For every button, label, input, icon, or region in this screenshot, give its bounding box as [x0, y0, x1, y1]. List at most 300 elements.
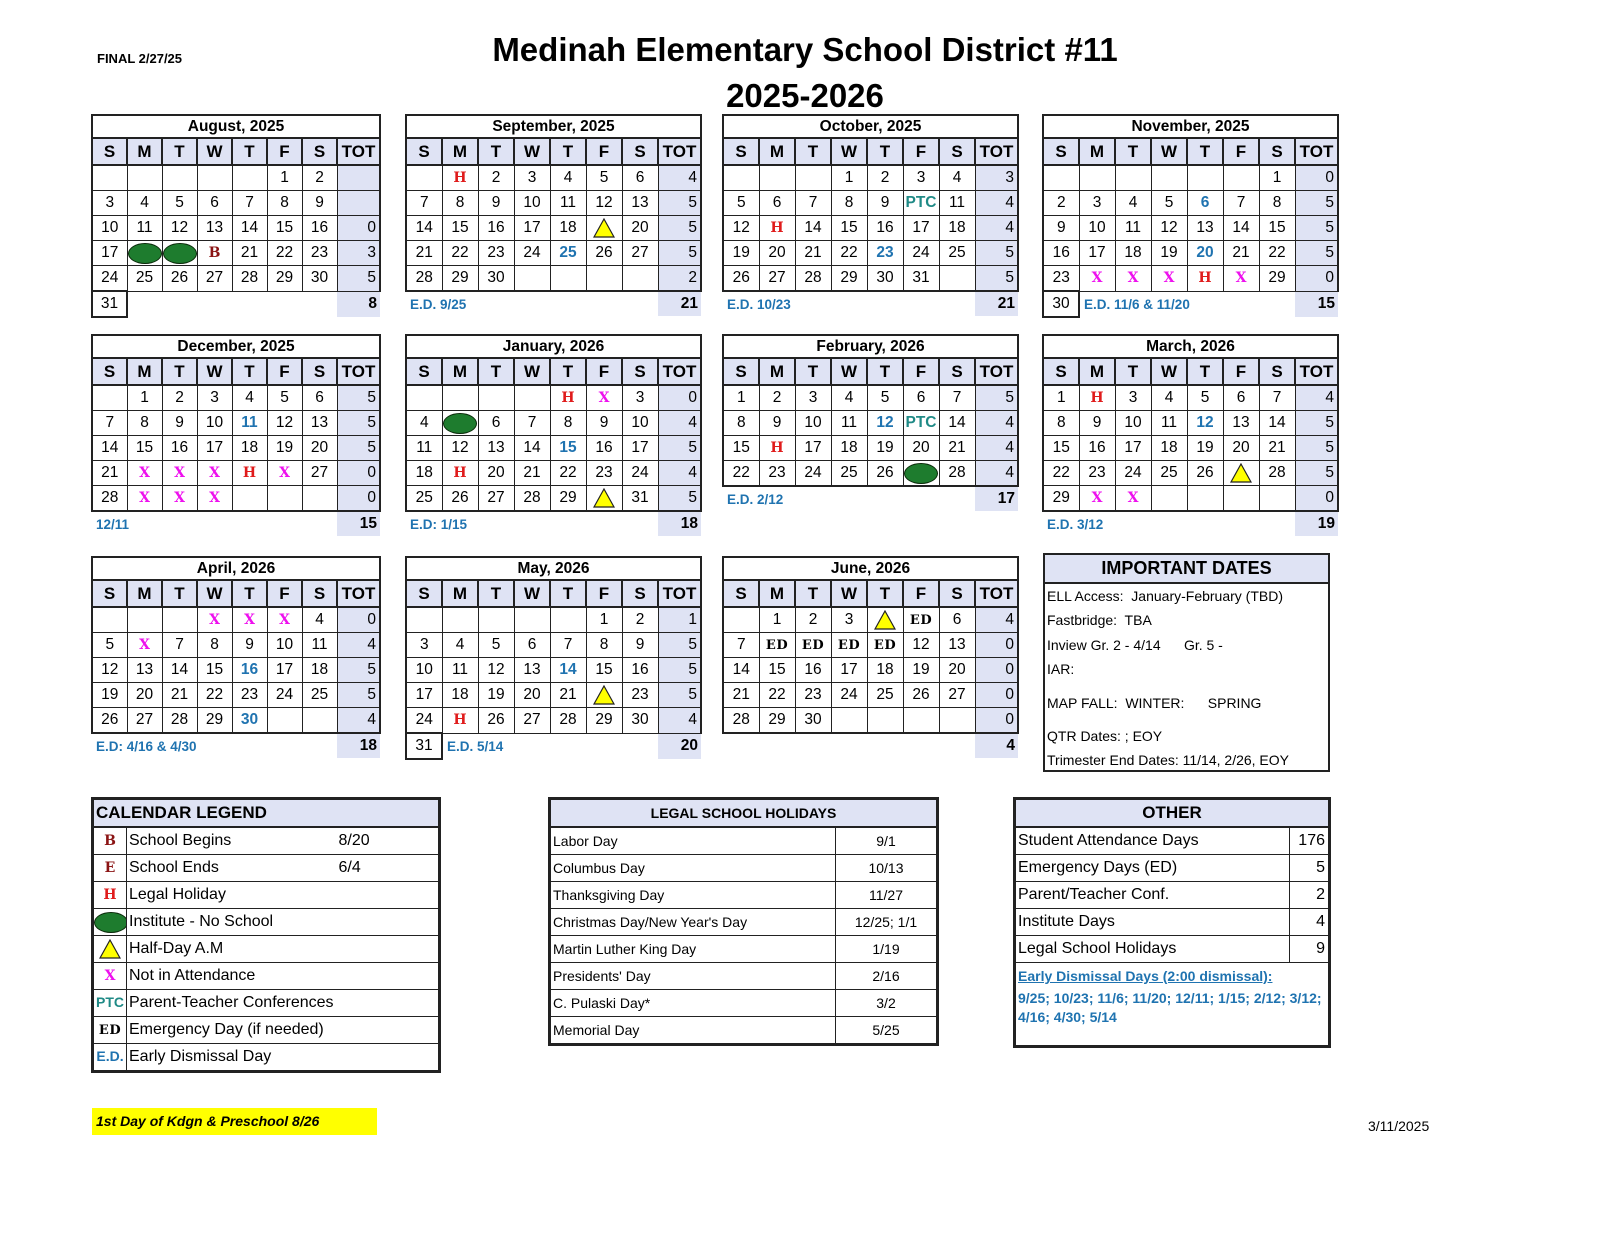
- day-cell: 11: [406, 436, 442, 461]
- day-cell: [442, 385, 478, 411]
- day-cell: 14: [406, 216, 442, 241]
- month-total: 21: [658, 291, 701, 316]
- day-cell: 3: [903, 165, 939, 191]
- week-total-cell: 4: [658, 461, 701, 486]
- day-cell: 10: [406, 658, 442, 683]
- early-dismissal-note: [127, 291, 337, 317]
- marked-day-cell: [1187, 266, 1223, 292]
- day-cell: 7: [939, 385, 975, 411]
- legal-holiday-marker: H: [242, 465, 257, 481]
- weekday-header: S: [406, 138, 442, 165]
- important-date-line: Inview Gr. 2 - 4/14 Gr. 5 -: [1047, 637, 1223, 653]
- weekday-header: S: [723, 580, 759, 607]
- day-cell: 2: [162, 385, 197, 411]
- day-cell: 8: [442, 191, 478, 216]
- day-cell: 17: [514, 216, 550, 241]
- day-cell: 18: [1115, 241, 1151, 266]
- weekday-header: F: [903, 358, 939, 385]
- day-cell: 3: [197, 385, 232, 411]
- not-in-attendance-marker: X: [279, 465, 290, 481]
- day-cell: 14: [723, 658, 759, 683]
- day-cell: 26: [92, 708, 127, 734]
- final-version-label: FINAL 2/27/25: [97, 51, 183, 66]
- week-total-cell: 5: [337, 385, 380, 411]
- week-total-cell: 5: [975, 385, 1018, 411]
- legal-holiday-marker: H: [1198, 270, 1212, 287]
- holiday-date: 2/16: [836, 963, 937, 990]
- month-calendar: [722, 556, 1019, 758]
- day-cell: 16: [162, 436, 197, 461]
- weekday-header: W: [514, 358, 550, 385]
- legend-date: [337, 936, 439, 963]
- marked-day-cell: [162, 486, 197, 512]
- weekday-header: M: [127, 358, 162, 385]
- early-dismissal-note: 12/11: [96, 516, 130, 532]
- month-calendar: [405, 334, 702, 536]
- day-cell: 4: [127, 191, 162, 216]
- day-cell: 14: [162, 658, 197, 683]
- early-dismissal-marker: E.D.: [96, 1048, 124, 1064]
- weekday-header: S: [939, 358, 975, 385]
- day-cell: 7: [795, 191, 831, 216]
- day-cell: 23: [302, 241, 337, 266]
- legend-date: 6/4: [337, 855, 439, 882]
- day-cell: 28: [1259, 461, 1295, 486]
- day-cell: 6: [622, 165, 658, 191]
- holiday-name: Labor Day: [551, 827, 836, 855]
- month-title: March, 2026: [1043, 335, 1338, 358]
- day-cell: 17: [795, 436, 831, 461]
- week-total-cell: 4: [975, 461, 1018, 487]
- stat-value: 9: [1290, 936, 1329, 963]
- week-total-cell: 5: [658, 683, 701, 708]
- calendar-legend: [91, 797, 441, 1073]
- day-cell: 17: [406, 683, 442, 708]
- day-cell: 18: [939, 216, 975, 241]
- day-cell: [92, 165, 127, 191]
- day-cell: 8: [267, 191, 302, 216]
- weekday-header: M: [759, 358, 795, 385]
- weekday-header: T: [232, 358, 267, 385]
- month-calendar: [91, 114, 381, 318]
- day-cell: 22: [723, 461, 759, 487]
- weekday-header: TOT: [975, 358, 1018, 385]
- legend-symbol: [94, 1044, 127, 1071]
- day-cell: 28: [406, 266, 442, 292]
- day-cell: 14: [232, 216, 267, 241]
- day-cell: 5: [92, 633, 127, 658]
- week-total-cell: 4: [1295, 385, 1338, 411]
- day-cell: 15: [1259, 216, 1295, 241]
- week-total-cell: 5: [658, 191, 701, 216]
- half-day-cell: [586, 216, 622, 241]
- day-cell: 4: [302, 607, 337, 633]
- day-cell: 13: [127, 658, 162, 683]
- marked-day-cell: [442, 461, 478, 486]
- week-total-cell: 5: [1295, 436, 1338, 461]
- week-total-cell: 5: [337, 658, 380, 683]
- day-cell: 6: [302, 385, 337, 411]
- week-total-cell: 4: [658, 708, 701, 734]
- day-cell: 15: [723, 436, 759, 461]
- day-cell: [1043, 165, 1079, 191]
- day-cell: 11: [831, 411, 867, 436]
- weekday-header: S: [302, 580, 337, 607]
- day-cell: 25: [1151, 461, 1187, 486]
- school-year: 2025-2026: [726, 77, 884, 114]
- stat-value: 176: [1290, 827, 1329, 855]
- day-cell: 1: [127, 385, 162, 411]
- weekday-header: T: [867, 138, 903, 165]
- day-cell: [1187, 165, 1223, 191]
- day-cell: 23: [1043, 266, 1079, 292]
- not-in-attendance-marker: X: [209, 490, 220, 506]
- weekday-header: T: [478, 138, 514, 165]
- day-cell: 21: [232, 241, 267, 266]
- day-cell: 10: [514, 191, 550, 216]
- day-cell: 15: [759, 658, 795, 683]
- early-dismissal-day-cell: 12: [867, 411, 903, 436]
- marked-day-cell: [759, 633, 795, 658]
- day-cell: 29: [759, 708, 795, 734]
- weekday-header: S: [92, 358, 127, 385]
- day-cell: 25: [831, 461, 867, 487]
- day-cell: 11: [302, 633, 337, 658]
- weekday-header: T: [867, 358, 903, 385]
- month-title: January, 2026: [406, 335, 701, 358]
- marked-day-cell: [1079, 486, 1115, 512]
- important-date-line: Fastbridge: TBA: [1047, 612, 1152, 628]
- month-calendar: [405, 556, 702, 760]
- marked-day-cell: [903, 607, 939, 633]
- month-calendar: [91, 334, 381, 536]
- early-dismissal-day-cell: 15: [550, 436, 586, 461]
- revision-date: 3/11/2025: [1368, 1118, 1430, 1134]
- legend-label: School Begins: [127, 827, 337, 855]
- month-total: 4: [975, 733, 1018, 758]
- week-total-cell: 5: [337, 683, 380, 708]
- legend-label: Early Dismissal Day: [127, 1044, 337, 1071]
- marked-day-cell: [267, 461, 302, 486]
- day-cell: [723, 607, 759, 633]
- day-cell: 5: [1187, 385, 1223, 411]
- day-cell: 22: [1259, 241, 1295, 266]
- week-total-cell: 0: [1295, 486, 1338, 512]
- day-cell: 9: [478, 191, 514, 216]
- weekday-header: W: [1151, 138, 1187, 165]
- day-cell: 25: [939, 241, 975, 266]
- day-cell: 27: [197, 266, 232, 292]
- early-dismissal-day-cell: 20: [1187, 241, 1223, 266]
- weekday-header: F: [267, 138, 302, 165]
- weekday-header: T: [550, 358, 586, 385]
- emergency-day-marker: ED: [98, 1023, 122, 1038]
- holiday-name: Memorial Day: [551, 1017, 836, 1044]
- week-total-cell: 5: [658, 633, 701, 658]
- day-cell: [442, 607, 478, 633]
- day-cell: 23: [795, 683, 831, 708]
- month-title: February, 2026: [723, 335, 1018, 358]
- day-cell: [867, 708, 903, 734]
- holiday-date: 9/1: [836, 827, 937, 855]
- institute-oval-icon: [904, 463, 938, 484]
- weekday-header: S: [406, 580, 442, 607]
- institute-oval-icon: [94, 909, 127, 936]
- day-cell: 20: [1223, 436, 1259, 461]
- marked-day-cell: [550, 385, 586, 411]
- week-total-cell: 4: [975, 411, 1018, 436]
- day-cell: 26: [162, 266, 197, 292]
- day-cell: 12: [723, 216, 759, 241]
- day-cell: 21: [162, 683, 197, 708]
- day-cell: 23: [759, 461, 795, 487]
- day-cell: 16: [478, 216, 514, 241]
- marked-day-cell: [197, 461, 232, 486]
- not-in-attendance-marker: X: [1235, 270, 1247, 287]
- institute-day-cell: [162, 241, 197, 266]
- day-cell: [92, 385, 127, 411]
- day-cell: [267, 486, 302, 512]
- week-total-cell: 5: [658, 658, 701, 683]
- half-day-triangle-icon: [593, 218, 615, 238]
- weekday-header: W: [831, 358, 867, 385]
- weekday-header: T: [478, 358, 514, 385]
- day-cell: 26: [723, 266, 759, 292]
- important-date-line: QTR Dates: ; EOY: [1047, 728, 1163, 744]
- weekday-header: S: [723, 358, 759, 385]
- early-dismissal-dates: 9/25; 10/23; 11/6; 11/20; 12/11; 1/15; 2/12; 3/12; 4/16; 4/30; 5/14: [1016, 989, 1329, 1046]
- institute-day-cell: [903, 461, 939, 487]
- month-calendar: [91, 556, 381, 758]
- marked-day-cell: [759, 216, 795, 241]
- day-cell: 18: [831, 436, 867, 461]
- day-cell: 17: [1079, 241, 1115, 266]
- day-cell: 24: [831, 683, 867, 708]
- weekday-header: S: [1259, 358, 1295, 385]
- weekday-header: M: [127, 138, 162, 165]
- day-cell: 20: [903, 436, 939, 461]
- month-total: 18: [337, 733, 380, 758]
- not-in-attendance-marker: X: [1091, 270, 1103, 287]
- day-cell: [759, 165, 795, 191]
- week-total-cell: 4: [658, 411, 701, 436]
- weekday-header: TOT: [658, 580, 701, 607]
- day-cell: 3: [622, 385, 658, 411]
- holiday-date: 10/13: [836, 855, 937, 882]
- week-total-cell: 0: [658, 385, 701, 411]
- stat-value: 5: [1290, 855, 1329, 882]
- day-cell: 11: [1115, 216, 1151, 241]
- day-cell: 19: [903, 658, 939, 683]
- week-total-cell: 4: [975, 436, 1018, 461]
- day-cell: 5: [478, 633, 514, 658]
- legal-holiday-marker: H: [103, 887, 117, 903]
- month-title: June, 2026: [723, 557, 1018, 580]
- day-cell: [162, 607, 197, 633]
- day-cell: [232, 165, 267, 191]
- weekday-header: S: [939, 580, 975, 607]
- week-total-cell: 5: [337, 411, 380, 436]
- day-cell: [550, 266, 586, 292]
- day-cell: 3: [406, 633, 442, 658]
- weekday-header: F: [267, 358, 302, 385]
- early-dismissal-day-cell: 23: [867, 241, 903, 266]
- legal-holiday-marker: H: [770, 220, 784, 236]
- marked-day-cell: [232, 461, 267, 486]
- day-cell: 12: [442, 436, 478, 461]
- day-cell: 11: [442, 658, 478, 683]
- day-cell: 28: [795, 266, 831, 292]
- day-cell: 8: [1259, 191, 1295, 216]
- day-cell: 22: [1043, 461, 1079, 486]
- month-calendar: [1042, 334, 1339, 536]
- emergency-day-marker: ED: [909, 613, 933, 628]
- day-cell: 15: [1043, 436, 1079, 461]
- emergency-day-marker: ED: [801, 638, 825, 653]
- marked-day-cell: [1151, 266, 1187, 292]
- day-cell: 21: [550, 683, 586, 708]
- day-cell: 30: [622, 708, 658, 734]
- weekday-header: T: [1187, 358, 1223, 385]
- day-cell: 11: [127, 216, 162, 241]
- day-cell: 5: [1151, 191, 1187, 216]
- half-day-triangle-icon: [593, 488, 615, 508]
- emergency-day-marker: ED: [873, 638, 897, 653]
- day-cell: 4: [831, 385, 867, 411]
- weekday-header: F: [903, 580, 939, 607]
- school-begins-marker: B: [208, 245, 221, 261]
- day-cell: 13: [1187, 216, 1223, 241]
- weekday-header: W: [197, 580, 232, 607]
- week-total-cell: 0: [337, 486, 380, 512]
- day-cell: 7: [550, 633, 586, 658]
- month-total: 8: [337, 291, 380, 317]
- day-cell: 27: [478, 486, 514, 512]
- early-dismissal-note: E.D. 11/6 & 11/20: [1084, 296, 1190, 312]
- day-cell: 14: [514, 436, 550, 461]
- legend-date: [337, 909, 439, 936]
- day-cell: 26: [478, 708, 514, 734]
- day-cell: 21: [406, 241, 442, 266]
- half-day-triangle-icon: [99, 939, 121, 959]
- institute-oval-icon: [163, 243, 197, 264]
- early-dismissal-day-cell: 30: [232, 708, 267, 734]
- weekday-header: T: [795, 580, 831, 607]
- day-cell: 2: [1043, 191, 1079, 216]
- legend-label: Parent-Teacher Conferences: [127, 990, 337, 1017]
- day-cell: [92, 607, 127, 633]
- day-cell: 8: [1043, 411, 1079, 436]
- day-cell: 21: [514, 461, 550, 486]
- day-cell: 24: [514, 241, 550, 266]
- day-cell: 14: [92, 436, 127, 461]
- weekday-header: T: [162, 358, 197, 385]
- not-in-attendance-marker: X: [174, 490, 185, 506]
- weekday-header: T: [162, 580, 197, 607]
- day-cell: 29: [197, 708, 232, 734]
- legend-date: [337, 882, 439, 909]
- weekday-header: T: [550, 580, 586, 607]
- day-cell: 6: [478, 411, 514, 436]
- weekday-header: TOT: [658, 358, 701, 385]
- legend-label: Half-Day A.M: [127, 936, 337, 963]
- day-cell: 21: [1223, 241, 1259, 266]
- day-cell: 2: [795, 607, 831, 633]
- month-title: September, 2025: [406, 115, 701, 138]
- weekday-header: M: [759, 580, 795, 607]
- day-cell: [586, 266, 622, 292]
- not-in-attendance-marker: X: [244, 612, 255, 628]
- month-total: 15: [337, 511, 380, 536]
- day-cell: 22: [442, 241, 478, 266]
- month-total: 17: [975, 486, 1018, 511]
- day-cell: 7: [1259, 385, 1295, 411]
- weekday-header: W: [831, 580, 867, 607]
- day-cell: 2: [302, 165, 337, 191]
- marked-day-cell: [586, 385, 622, 411]
- weekday-header: T: [550, 138, 586, 165]
- day-cell: 15: [442, 216, 478, 241]
- day-cell: [1223, 165, 1259, 191]
- day-cell: [302, 486, 337, 512]
- day-cell: 10: [622, 411, 658, 436]
- day-cell: 25: [406, 486, 442, 512]
- day-cell: 5: [267, 385, 302, 411]
- week-total-cell: 0: [975, 633, 1018, 658]
- weekday-header: T: [1115, 358, 1151, 385]
- day-cell: 1: [1259, 165, 1295, 191]
- day-cell: 19: [723, 241, 759, 266]
- weekday-header: S: [302, 358, 337, 385]
- emergency-day-marker: ED: [765, 638, 789, 653]
- weekday-header: M: [442, 358, 478, 385]
- day-cell: 18: [1151, 436, 1187, 461]
- day-cell: 24: [903, 241, 939, 266]
- day-cell: 9: [302, 191, 337, 216]
- day-cell: [127, 607, 162, 633]
- weekday-header: T: [232, 138, 267, 165]
- day-cell: 12: [92, 658, 127, 683]
- day-cell: 15: [197, 658, 232, 683]
- early-dismissal-day-cell: 16: [232, 658, 267, 683]
- day-cell: 20: [127, 683, 162, 708]
- weekday-header: S: [1043, 358, 1079, 385]
- month-total: 21: [975, 291, 1018, 316]
- day-cell: 21: [939, 436, 975, 461]
- day-cell: 28: [723, 708, 759, 734]
- week-total-cell: 5: [975, 266, 1018, 292]
- day-cell: [1115, 165, 1151, 191]
- day-cell: 10: [1115, 411, 1151, 436]
- day-cell: 16: [586, 436, 622, 461]
- month-total: 20: [658, 733, 701, 759]
- weekday-header: M: [442, 580, 478, 607]
- day-cell: 26: [442, 486, 478, 512]
- day-cell: 9: [232, 633, 267, 658]
- day-cell: 4: [550, 165, 586, 191]
- day-cell: 27: [514, 708, 550, 734]
- half-day-cell: [1223, 461, 1259, 486]
- early-dismissal-day-cell: 12: [1187, 411, 1223, 436]
- half-day-triangle-icon: [593, 685, 615, 705]
- day-cell: 10: [1079, 216, 1115, 241]
- day-cell: 22: [267, 241, 302, 266]
- day-cell: 3: [831, 607, 867, 633]
- day-cell: 12: [478, 658, 514, 683]
- month-title: October, 2025: [723, 115, 1018, 138]
- weekday-header: M: [1079, 358, 1115, 385]
- day-cell: 17: [197, 436, 232, 461]
